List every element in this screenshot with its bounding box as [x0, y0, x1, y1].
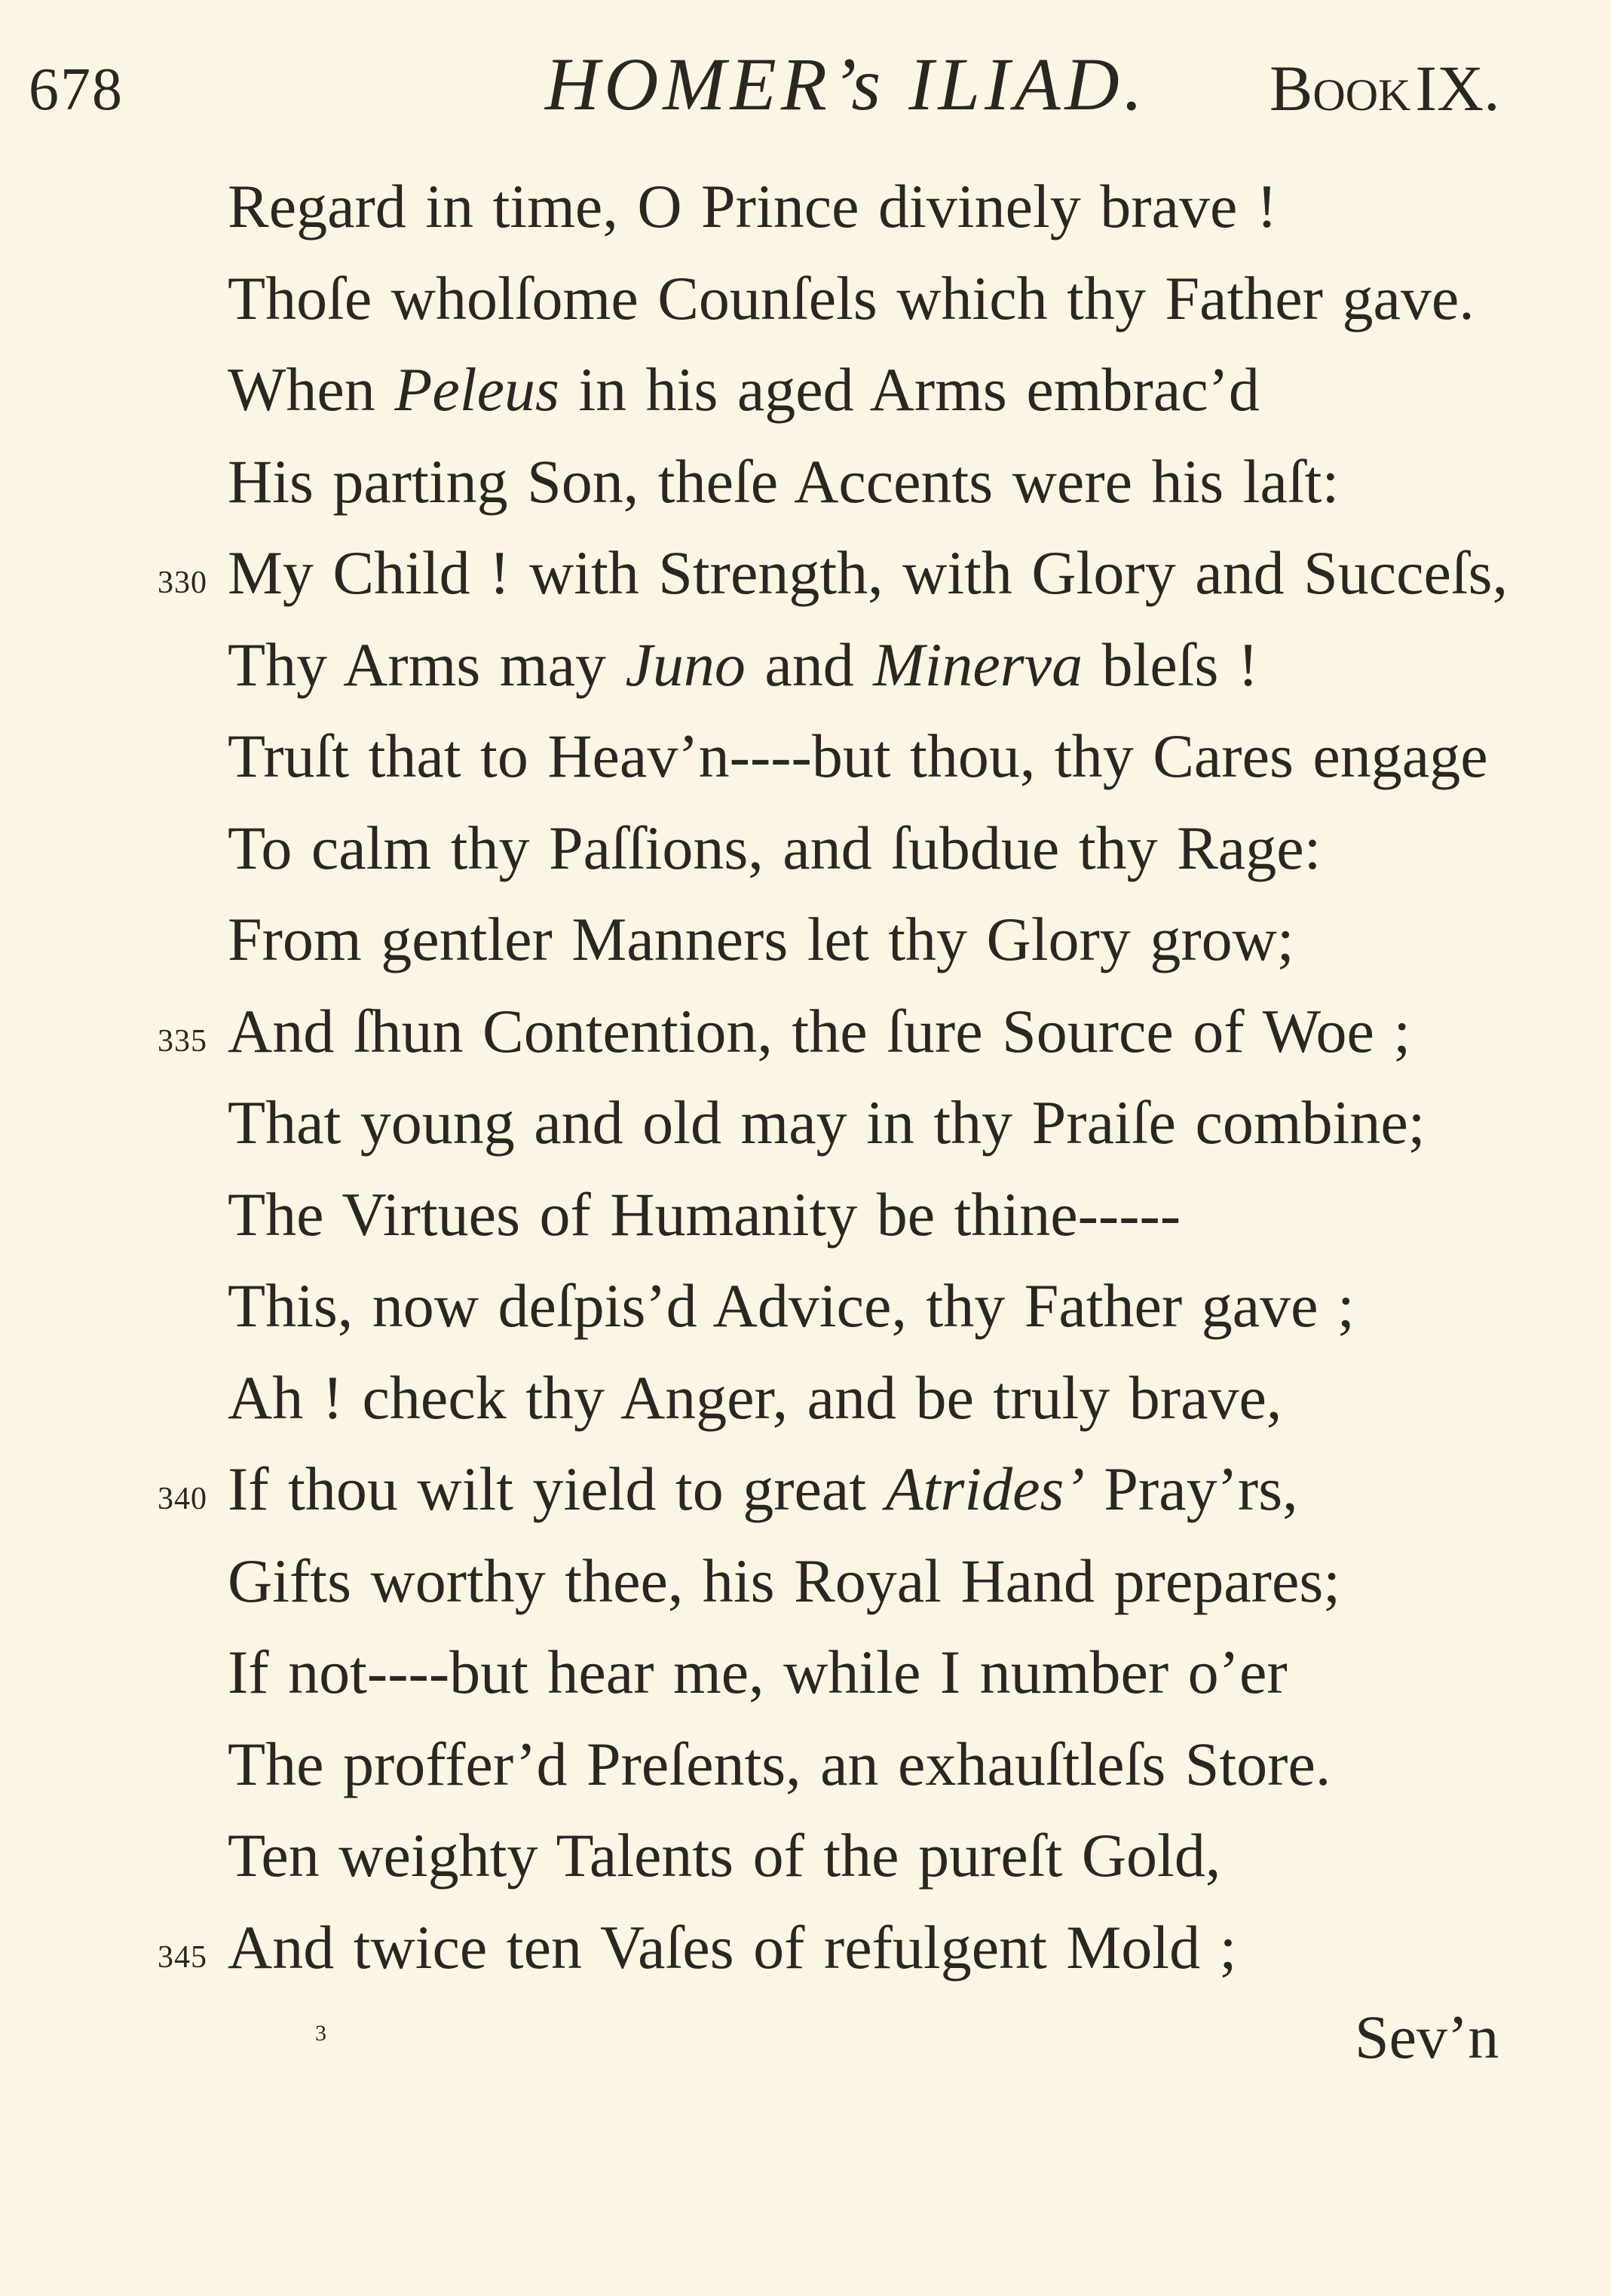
verse-segment: To calm thy Paſſions, and ſubdue thy Rage: — [228, 813, 1322, 882]
verse-segment: bleſs ! — [1083, 630, 1259, 699]
verse-line — [228, 161, 1570, 253]
verse-line — [228, 802, 1570, 894]
verse-segment: If thou wilt yield to great — [228, 1455, 886, 1523]
verse-line — [158, 527, 1570, 619]
verse-segment: His parting Son, theſe Accents were his laſt: — [228, 446, 1340, 516]
verse-line — [158, 1902, 1570, 1994]
verse-segment: This, now deſpis’d Advice, thy Father gave ; — [228, 1271, 1355, 1340]
verse-line — [228, 1535, 1570, 1627]
verse-line — [228, 619, 1570, 711]
line-number: 330 — [158, 566, 207, 600]
verse-segment: in his aged Arms embrac’d — [559, 355, 1260, 424]
line-number: 340 — [158, 1482, 207, 1516]
verse-segment: Truſt that to Heav’n----but thou, thy Cares engage — [228, 722, 1488, 790]
verse-line — [228, 436, 1570, 528]
book-label — [1270, 52, 1500, 124]
verse-line — [228, 1626, 1570, 1718]
verse-line — [158, 1443, 1570, 1535]
verse-segment: That young and old may in thy Praiſe combine; — [228, 1088, 1426, 1157]
signature-mark: 3 — [315, 2021, 326, 2046]
verse-segment: And ſhun Contention, the ſure Source of Woe ; — [228, 996, 1411, 1065]
verse-segment: My Child ! with Strength, with Glory and Succeſs, — [228, 538, 1508, 607]
verse-segment: Regard in time, O Prince divinely brave ! — [228, 172, 1278, 241]
verse-segment: Pray’rs, — [1084, 1455, 1298, 1523]
verse-segment: Gifts worthy thee, his Royal Hand prepares; — [228, 1546, 1341, 1615]
verse-segment: If not----but hear me, while I number o’er — [228, 1638, 1288, 1706]
verse-segment: The Virtues of Humanity be thine----- — [228, 1179, 1181, 1249]
italic-proper-name: Peleus — [394, 355, 559, 424]
verse-segment: And twice ten Vaſes of refulgent Mold ; — [228, 1912, 1237, 1982]
catchword: Sev’n — [1355, 2003, 1499, 2071]
italic-proper-name: Atrides’ — [885, 1455, 1085, 1523]
line-number: 335 — [158, 1023, 207, 1059]
verse-segment: Ten weighty Talents of the pureſt Gold, — [228, 1821, 1221, 1890]
page-number: 678 — [29, 57, 124, 123]
verse-segment: When — [228, 355, 395, 424]
verse-segment: Thoſe wholſome Counſels which thy Father gave. — [228, 263, 1475, 333]
italic-proper-name: Minerva — [873, 630, 1083, 699]
verse-line — [228, 344, 1570, 436]
verse-line — [228, 894, 1570, 986]
verse-line — [228, 253, 1570, 345]
verse-line — [228, 1169, 1570, 1261]
verse-line — [228, 1260, 1570, 1352]
italic-proper-name: Juno — [625, 630, 746, 699]
verse-segment: and — [745, 630, 874, 699]
verse-line — [228, 1718, 1570, 1810]
verse-line — [228, 1352, 1570, 1444]
verse-segment: The proffer’d Preſents, an exhauſtleſs Store. — [228, 1729, 1331, 1798]
book-word: Book — [1270, 52, 1411, 124]
line-number: 345 — [158, 1939, 207, 1975]
verse-line — [228, 1810, 1570, 1902]
verse-line — [158, 986, 1570, 1077]
verse-text — [158, 161, 1570, 1993]
verse-segment: Ah ! check thy Anger, and be truly brave, — [228, 1363, 1282, 1432]
running-title: HOMER’s ILIAD. — [545, 42, 1147, 126]
verse-line — [228, 1077, 1570, 1169]
book-number: IX. — [1415, 52, 1500, 124]
verse-segment: Thy Arms may — [228, 630, 626, 699]
verse-line — [228, 710, 1570, 802]
verse-segment: From gentler Manners let thy Glory grow; — [228, 905, 1294, 973]
